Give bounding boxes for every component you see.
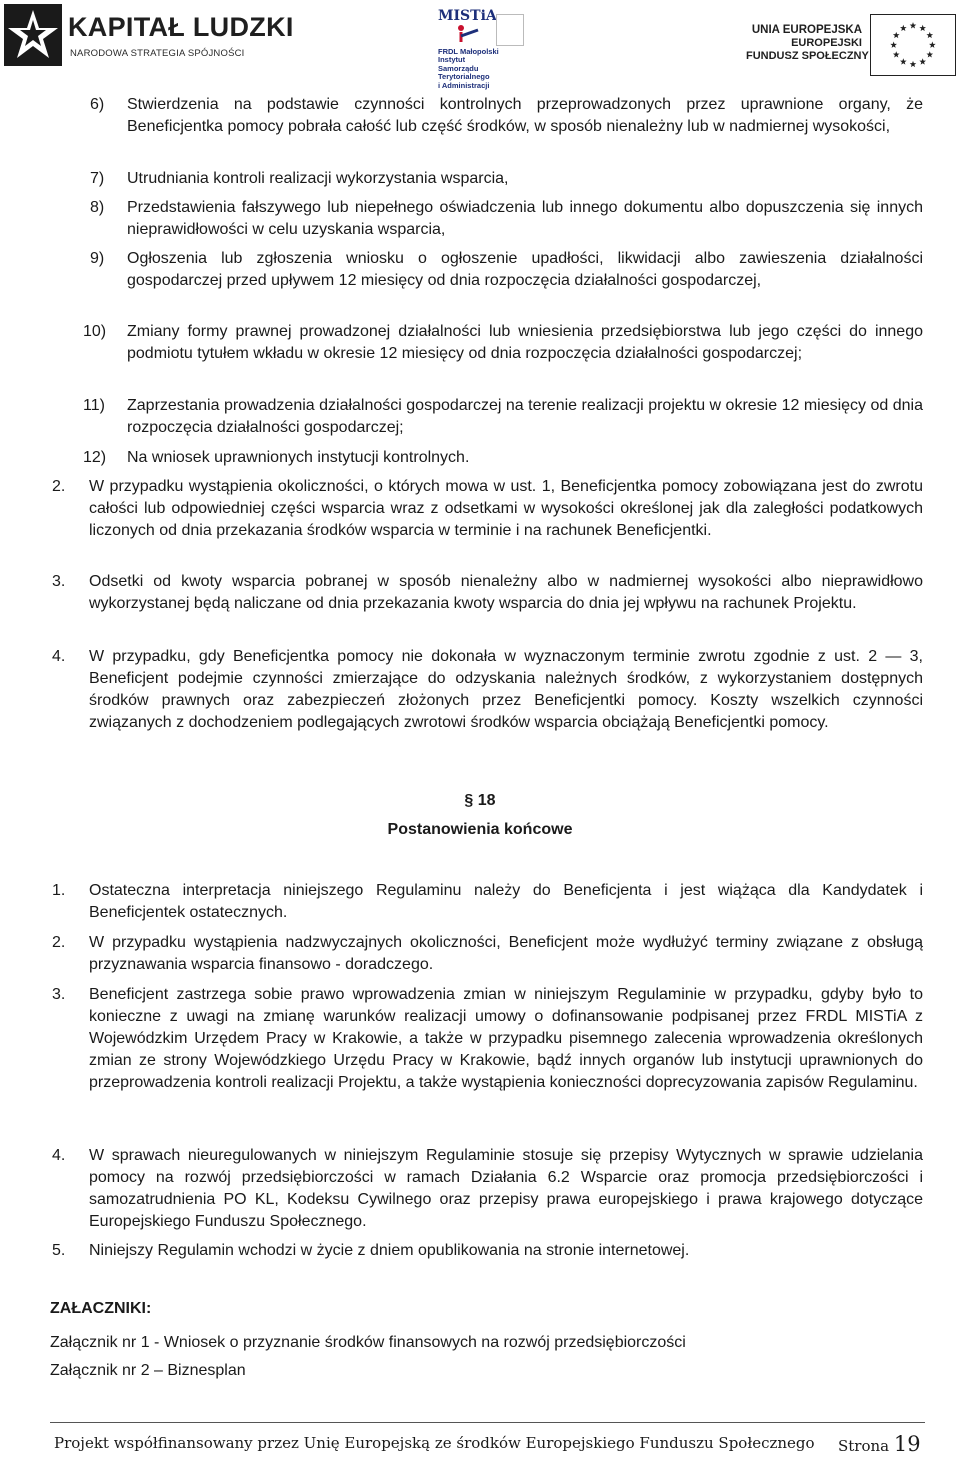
footer-cofinancing-note: Projekt współfinansowany przez Unię Europejską ze środków Europejskiego Funduszu Społecznego [54, 1434, 815, 1452]
list-number: 8) [90, 199, 105, 216]
kapital-ludzki-title: KAPITAŁ LUDZKI [68, 12, 294, 42]
list-item-text: Zaprzestania prowadzenia działalności gospodarczej na terenie realizacji projektu w okresie 12 miesięcy od dnia rozpoczęcia działalności gospodarczej; [127, 397, 923, 436]
eu-flag-icon [870, 14, 956, 76]
list-item-text: Zmiany formy prawnej prowadzonej działalności lub wniesienia przedsiębiorstwa lub jego części do innego podmiotu tytułem wkładu w okresie 12 miesięcy od dnia rozpoczęcia działalności gospodarczej; [127, 323, 923, 362]
mistia-wordmark: MISTiA [438, 8, 497, 24]
paragraph-text: Ostateczna interpretacja niniejszego Regulaminu należy do Beneficjenta i jest wiążąca dla Kandydatek i Beneficjentek ostatecznych. [89, 882, 923, 921]
eu-flag-star [929, 42, 936, 48]
list-item-text: Stwierdzenia na podstawie czynności kontrolnych przeprowadzonych przez uprawnione organy, że Beneficjentka pomocy pobrała całość lub część środków, w sposób nienależny lub w nadmiernej wysokości, [127, 96, 923, 135]
list-item-text: Na wniosek uprawnionych instytucji kontrolnych. [127, 449, 470, 466]
paragraph-number: 3. [52, 573, 66, 590]
list-item-text: Przedstawienia fałszywego lub niepełnego oświadczenia lub innego dokumentu albo dopuszczenia się innych nieprawidłowości w celu uzyskania wsparcia, [127, 199, 923, 238]
eu-flag-star [900, 58, 907, 64]
eu-label [746, 24, 869, 63]
paragraph-text: Niniejszy Regulamin wchodzi w życie z dniem opublikowania na stronie internetowej. [89, 1242, 690, 1259]
attachment-item: Załącznik nr 1 - Wniosek o przyznanie środków finansowych na rozwój przedsiębiorczości [50, 1334, 686, 1351]
eu-line3: FUNDUSZ SPOŁECZNY [746, 50, 869, 62]
mistia-org-line1: FRDL Małopolski Instytut [438, 47, 499, 65]
paragraph-number: 1. [52, 882, 66, 899]
eu-flag-star [919, 25, 926, 31]
paragraph-number: 5. [52, 1242, 66, 1259]
eu-line1: UNIA EUROPEJSKA [751, 24, 862, 36]
footer-divider [50, 1422, 925, 1423]
paragraph-number: 4. [52, 1147, 66, 1164]
eu-flag-star [900, 25, 907, 31]
eu-flag-star [919, 58, 926, 64]
eu-flag-star [893, 32, 900, 38]
list-number: 9) [90, 250, 105, 267]
mistia-emblem [496, 14, 524, 46]
kapital-ludzki-subtitle: NARODOWA STRATEGIA SPÓJNOŚCI [70, 48, 245, 59]
list-number: 10) [83, 323, 107, 340]
paragraph-text: W przypadku, gdy Beneficjentka pomocy nie dokonała w wyznaczonym terminie zwrotu zgodnie z ust. 2 — 3, Beneficjent podejmie czynności zmierzające do odzyskania należnych środków, z wykorzystaniem dostępnych środków prawnych oraz zabezpieczeń złożonych przez Beneficjentki pomocy. Koszty wszelkich czynności związanych z dochodzeniem podlegających zwrotowi środków wsparcia obciążają Beneficjentki pomocy. [89, 648, 923, 731]
paragraph-text: Odsetki od kwoty wsparcia pobranej w sposób nienależny albo w nadmiernej wysokości albo nieprawidłowo wykorzystanej będą naliczane od dnia przekazania kwoty wsparcia do dnia jej wpływu na rachunek Projektu. [89, 573, 923, 612]
paragraph-number: 4. [52, 648, 66, 665]
list-item-text: Ogłoszenia lub zgłoszenia wniosku o ogłoszenie upadłości, likwidacji albo zawieszenia działalności gospodarczej przed upływem 12 miesięcy od dnia rozpoczęcia działalności gospodarczej, [127, 250, 923, 289]
list-number: 7) [90, 170, 105, 187]
paragraph-text: Beneficjent zastrzega sobie prawo wprowadzenia zmian w niniejszym Regulaminie w przypadku, gdyby było to konieczne z uwagi na zmianę warunków realizacji umowy o dofinansowanie podpisanej przez FRDL MISTiA z Wojewódzkim Urzędem Pracy w Krakowie, a także w przypadku pisemnego zalecenia wprowadzenia określonych zmian ze strony Wojewódzkiego Urzędu Pracy w Krakowie, bądź innych organów lub instytucji uprawnionych do przeprowadzenia kontroli realizacji Projektu, a także wystąpienia konieczności doprecyzowania zapisów Regulaminu. [89, 986, 923, 1091]
kapital-ludzki-logo [4, 4, 294, 66]
paragraph-number: 2. [52, 934, 66, 951]
paragraph-number: 3. [52, 986, 66, 1003]
list-number: 12) [83, 449, 107, 466]
section-title: Postanowienia końcowe [387, 821, 573, 838]
eu-flag-star [926, 32, 933, 38]
paragraph-text: W przypadku wystąpienia nadzwyczajnych okoliczności, Beneficjent może wydłużyć terminy związane z obsługą przyznawania wsparcia finansowo - doradczego. [89, 934, 923, 973]
list-item-text: Utrudniania kontroli realizacji wykorzystania wsparcia, [127, 170, 509, 187]
mistia-figure-icon [452, 24, 482, 46]
section-number: § 18 [464, 792, 496, 809]
list-number: 6) [90, 96, 105, 113]
eu-flag-star [890, 42, 897, 48]
mistia-org-line2: Samorządu Terytorialnego [438, 63, 490, 82]
attachment-item: Załącznik nr 2 – Biznesplan [50, 1362, 246, 1379]
eu-flag-star [910, 61, 917, 67]
list-number: 11) [83, 397, 105, 414]
eu-line2: EUROPEJSKI [791, 37, 862, 49]
mistia-org-line3: i Administracji [438, 80, 490, 90]
mistia-logo [432, 4, 524, 90]
page-label: Strona [838, 1437, 890, 1455]
kapital-ludzki-star-icon [4, 4, 62, 66]
eu-flag-star [893, 51, 900, 57]
eu-flag-star [926, 51, 933, 57]
page-header [0, 0, 960, 90]
page-number-value: 19 [893, 1432, 921, 1456]
eu-flag-star [910, 22, 917, 28]
mistia-organization [438, 48, 522, 90]
page-number [838, 1432, 921, 1456]
paragraph-number: 2. [52, 478, 66, 495]
paragraph-text: W przypadku wystąpienia okoliczności, o których mowa w ust. 1, Beneficjentka pomocy zobowiązana jest do zwrotu całości lub odpowiedniej części wsparcia wraz z odsetkami w wysokości określonej jak dla zaległości podatkowych liczonych od dnia przekazania środków wsparcia w terminie i na rachunek Beneficjentki. [89, 478, 923, 539]
attachments-heading: ZAŁACZNIKI: [50, 1300, 152, 1317]
paragraph-text: W sprawach nieuregulowanych w niniejszym Regulaminie stosuje się przepisy Wytycznych w sprawie udzielania pomocy na rozwój przedsiębiorczości w ramach Działania 6.2 Wsparcie oraz promocja przedsiębiorczości i samozatrudnienia PO KL, Kodeksu Cywilnego oraz przepisy prawa europejskiego i prawa krajowego dotyczące Europejskiego Funduszu Społecznego. [89, 1147, 923, 1230]
